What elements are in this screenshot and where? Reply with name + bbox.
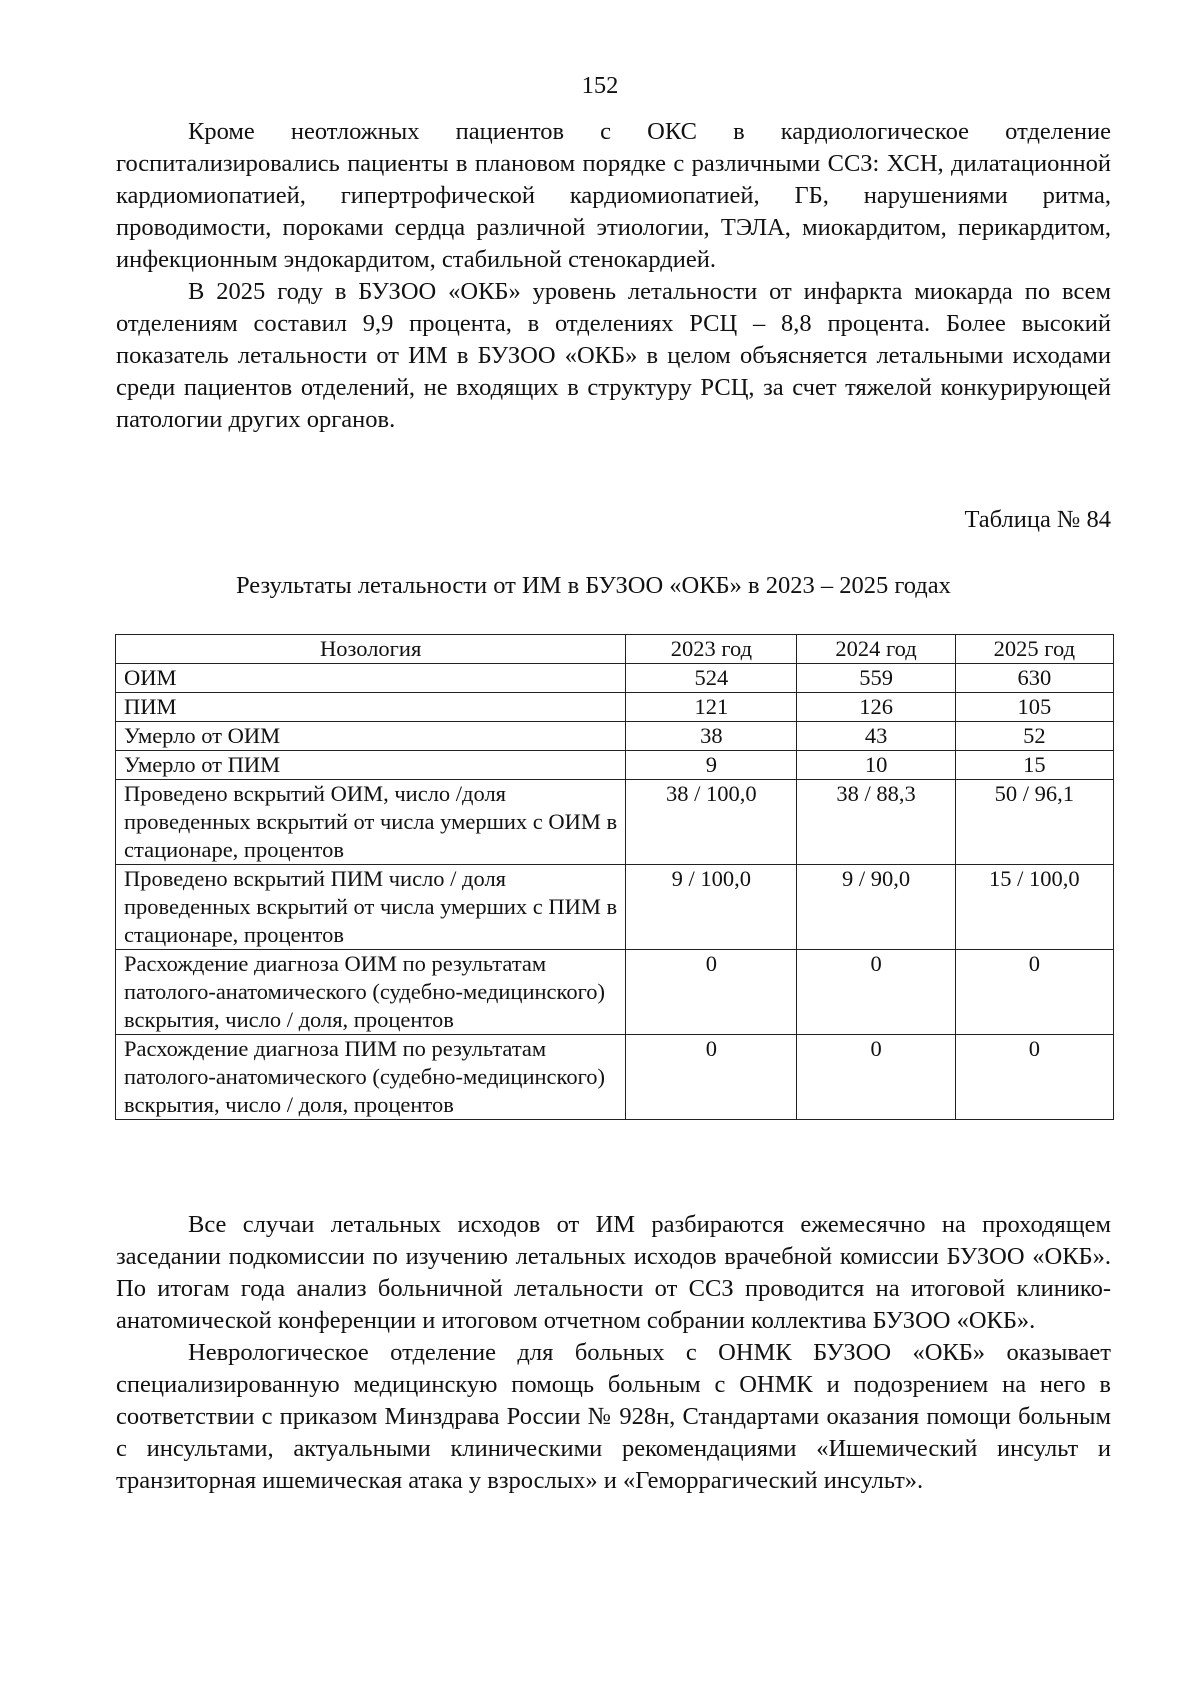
cell-2025: 50 / 96,1 — [955, 780, 1113, 865]
cell-2025: 15 / 100,0 — [955, 865, 1113, 950]
cell-2024: 0 — [797, 950, 955, 1035]
row-label: Расхождение диагноза ОИМ по результатам патолого-анатомического (судебно-медицинского) вскрытия, число / доля, процентов — [116, 950, 626, 1035]
paragraph: Кроме неотложных пациентов с ОКС в кардиологическое отделение госпитализировались пациенты в плановом порядке с различными ССЗ: ХСН, дилатационной кардиомиопатией, гипертрофической кардиомиопатией, ГБ, нарушениями ритма, проводимости, пороками сердца различной этиологии, ТЭЛА, миокардитом, перикардитом, инфекционным эндокардитом, стабильной стенокардией. — [116, 118, 1111, 273]
top-text-block — [116, 116, 1111, 436]
header-2024: 2024 год — [797, 635, 955, 664]
header-2025: 2025 год — [955, 635, 1113, 664]
row-label: Расхождение диагноза ПИМ по результатам патолого-анатомического (судебно-медицинского) вскрытия, число / доля, процентов — [116, 1035, 626, 1120]
cell-2024: 559 — [797, 664, 955, 693]
cell-2023: 524 — [626, 664, 797, 693]
table-header-row — [116, 635, 1114, 664]
table-row — [116, 780, 1114, 865]
cell-2024: 126 — [797, 693, 955, 722]
table-title: Результаты летальности от ИМ в БУЗОО «ОКБ» в 2023 – 2025 годах — [236, 572, 951, 599]
table-number: Таблица № 84 — [964, 506, 1111, 533]
cell-2025: 0 — [955, 950, 1113, 1035]
header-nosology: Нозология — [116, 635, 626, 664]
table-row — [116, 664, 1114, 693]
row-label: ОИМ — [116, 664, 626, 693]
cell-2023: 9 — [626, 751, 797, 780]
row-label: Умерло от ОИМ — [116, 722, 626, 751]
row-label: Проведено вскрытий ОИМ, число /доля проведенных вскрытий от числа умерших с ОИМ в стационаре, процентов — [116, 780, 626, 865]
row-label: ПИМ — [116, 693, 626, 722]
paragraph: Все случаи летальных исходов от ИМ разбираются ежемесячно на проходящем заседании подкомиссии по изучению летальных исходов врачебной комиссии БУЗОО «ОКБ». По итогам года анализ больничной летальности от ССЗ проводится на итоговой клинико-анатомической конференции и итоговом отчетном собрании коллектива БУЗОО «ОКБ». — [116, 1211, 1111, 1334]
header-2023: 2023 год — [626, 635, 797, 664]
page-number: 152 — [581, 72, 619, 99]
mortality-table — [115, 634, 1114, 1120]
table-row — [116, 950, 1114, 1035]
row-label: Умерло от ПИМ — [116, 751, 626, 780]
cell-2025: 630 — [955, 664, 1113, 693]
table-row — [116, 1035, 1114, 1120]
cell-2024: 9 / 90,0 — [797, 865, 955, 950]
cell-2024: 43 — [797, 722, 955, 751]
cell-2024: 10 — [797, 751, 955, 780]
table-row — [116, 693, 1114, 722]
cell-2025: 15 — [955, 751, 1113, 780]
cell-2023: 38 / 100,0 — [626, 780, 797, 865]
cell-2025: 105 — [955, 693, 1113, 722]
row-label: Проведено вскрытий ПИМ число / доля проведенных вскрытий от числа умерших с ПИМ в стационаре, процентов — [116, 865, 626, 950]
paragraph: В 2025 году в БУЗОО «ОКБ» уровень летальности от инфаркта миокарда по всем отделениям составил 9,9 процента, в отделениях РСЦ – 8,8 процента. Более высокий показатель летальности от ИМ в БУЗОО «ОКБ» в целом объясняется летальными исходами среди пациентов отделений, не входящих в структуру РСЦ, за счет тяжелой конкурирующей патологии других органов. — [116, 278, 1111, 433]
cell-2023: 121 — [626, 693, 797, 722]
table-row — [116, 751, 1114, 780]
cell-2024: 38 / 88,3 — [797, 780, 955, 865]
bottom-text-block — [116, 1209, 1111, 1497]
cell-2025: 0 — [955, 1035, 1113, 1120]
cell-2023: 38 — [626, 722, 797, 751]
table-row — [116, 722, 1114, 751]
cell-2024: 0 — [797, 1035, 955, 1120]
cell-2023: 9 / 100,0 — [626, 865, 797, 950]
cell-2023: 0 — [626, 950, 797, 1035]
cell-2025: 52 — [955, 722, 1113, 751]
cell-2023: 0 — [626, 1035, 797, 1120]
table-row — [116, 865, 1114, 950]
paragraph: Неврологическое отделение для больных с ОНМК БУЗОО «ОКБ» оказывает специализированную медицинскую помощь больным с ОНМК и подозрением на него в соответствии с приказом Минздрава России № 928н, Стандартами оказания помощи больным с инсультами, актуальными клиническими рекомендациями «Ишемический инсульт и транзиторная ишемическая атака у взрослых» и «Геморрагический инсульт». — [116, 1339, 1111, 1494]
